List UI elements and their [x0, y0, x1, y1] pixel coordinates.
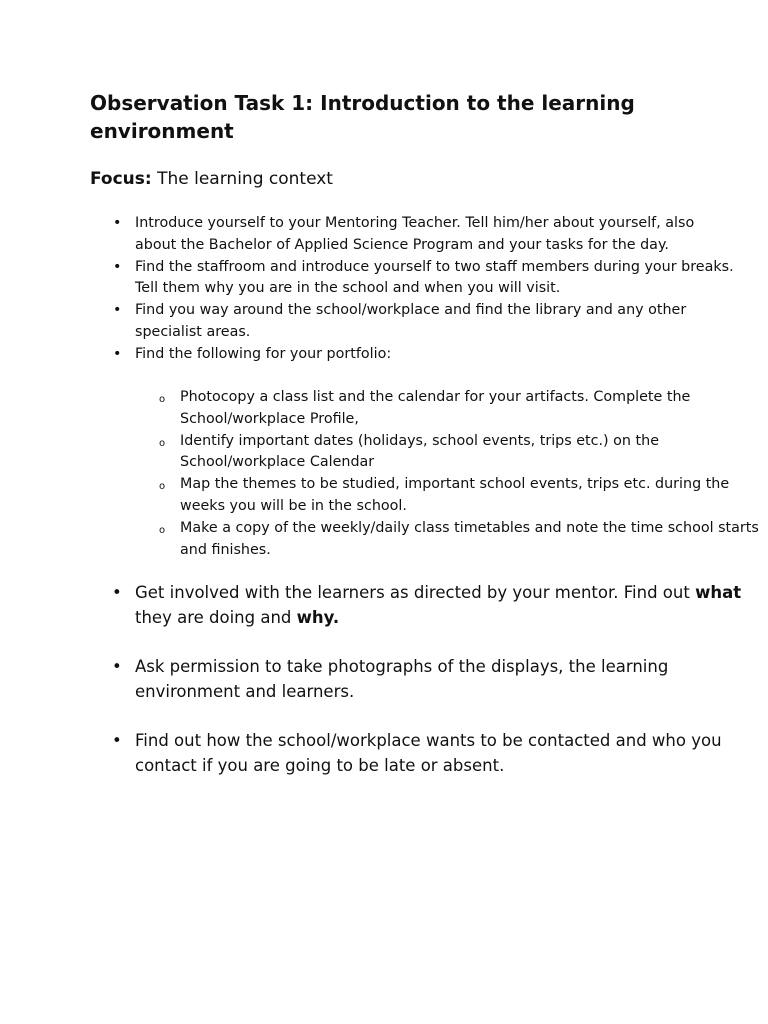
bullet-icon: •: [113, 215, 122, 231]
hollow-bullet-icon: o: [159, 437, 166, 449]
large-task-list: [112, 580, 755, 802]
sublist-item-text: Identify important dates (holidays, school events, trips etc.) on the School/workplace Calendar: [180, 432, 659, 471]
focus-text: The learning context: [151, 169, 333, 189]
sublist-item-text: Photocopy a class list and the calendar for your artifacts. Complete the School/workplace Profile,: [180, 389, 691, 427]
list-item: [113, 300, 735, 344]
task-list: [113, 213, 735, 366]
learners-text-1: Get involved with the learners as directed by your mentor. Find out: [135, 583, 696, 602]
hollow-bullet-icon: o: [159, 394, 166, 405]
bullet-icon: •: [112, 583, 122, 602]
hollow-bullet-icon: o: [159, 481, 166, 493]
sublist-item: [159, 387, 760, 431]
bullet-icon: •: [113, 302, 122, 319]
portfolio-sublist: [159, 387, 760, 561]
sublist-item-text: Make a copy of the weekly/daily class timetables and note the time school starts and finishes.: [180, 519, 759, 558]
list-item-learners: [112, 580, 755, 630]
list-item: [113, 344, 735, 366]
bullet-icon: •: [113, 345, 122, 362]
sublist-item-text: Map the themes to be studied, important school events, trips etc. during the weeks you will be in the school.: [180, 476, 730, 514]
focus-label: Focus:: [90, 169, 152, 189]
hollow-bullet-icon: o: [159, 524, 166, 536]
list-item-text: Introduce yourself to your Mentoring Teacher. Tell him/her about yourself, also about the Bachelor of Applied Science Program and your tasks for the day.: [135, 215, 695, 253]
bullet-icon: •: [112, 657, 122, 676]
sublist-item: [159, 474, 760, 518]
list-item-text: Find you way around the school/workplace and find the library and any other specialist areas.: [135, 302, 687, 340]
page-title: Observation Task 1: Introduction to the learning environment: [90, 91, 635, 143]
photos-text: Ask permission to take photographs of the displays, the learning environment and learners.: [135, 657, 669, 701]
sublist-item: [159, 518, 760, 562]
learners-bold-what: what: [695, 583, 742, 602]
list-item: [113, 213, 735, 257]
bullet-icon: •: [113, 258, 122, 275]
focus-line: [90, 167, 333, 191]
bullet-icon: •: [112, 731, 122, 750]
list-item-text: Find the following for your portfolio:: [135, 345, 392, 362]
list-item-contact: [112, 728, 755, 778]
list-item-photos: [112, 654, 755, 704]
list-item-text: Find the staffroom and introduce yourself to two staff members during your breaks. Tell them why you are in the school and when you will visit.: [135, 258, 734, 297]
list-item: [113, 257, 735, 301]
learners-text-2: they are doing and: [135, 608, 297, 627]
learners-bold-why: why.: [296, 608, 340, 627]
contact-text: Find out how the school/workplace wants to be contacted and who you contact if you are going to be late or absent.: [135, 731, 722, 775]
sublist-item: [159, 431, 760, 475]
